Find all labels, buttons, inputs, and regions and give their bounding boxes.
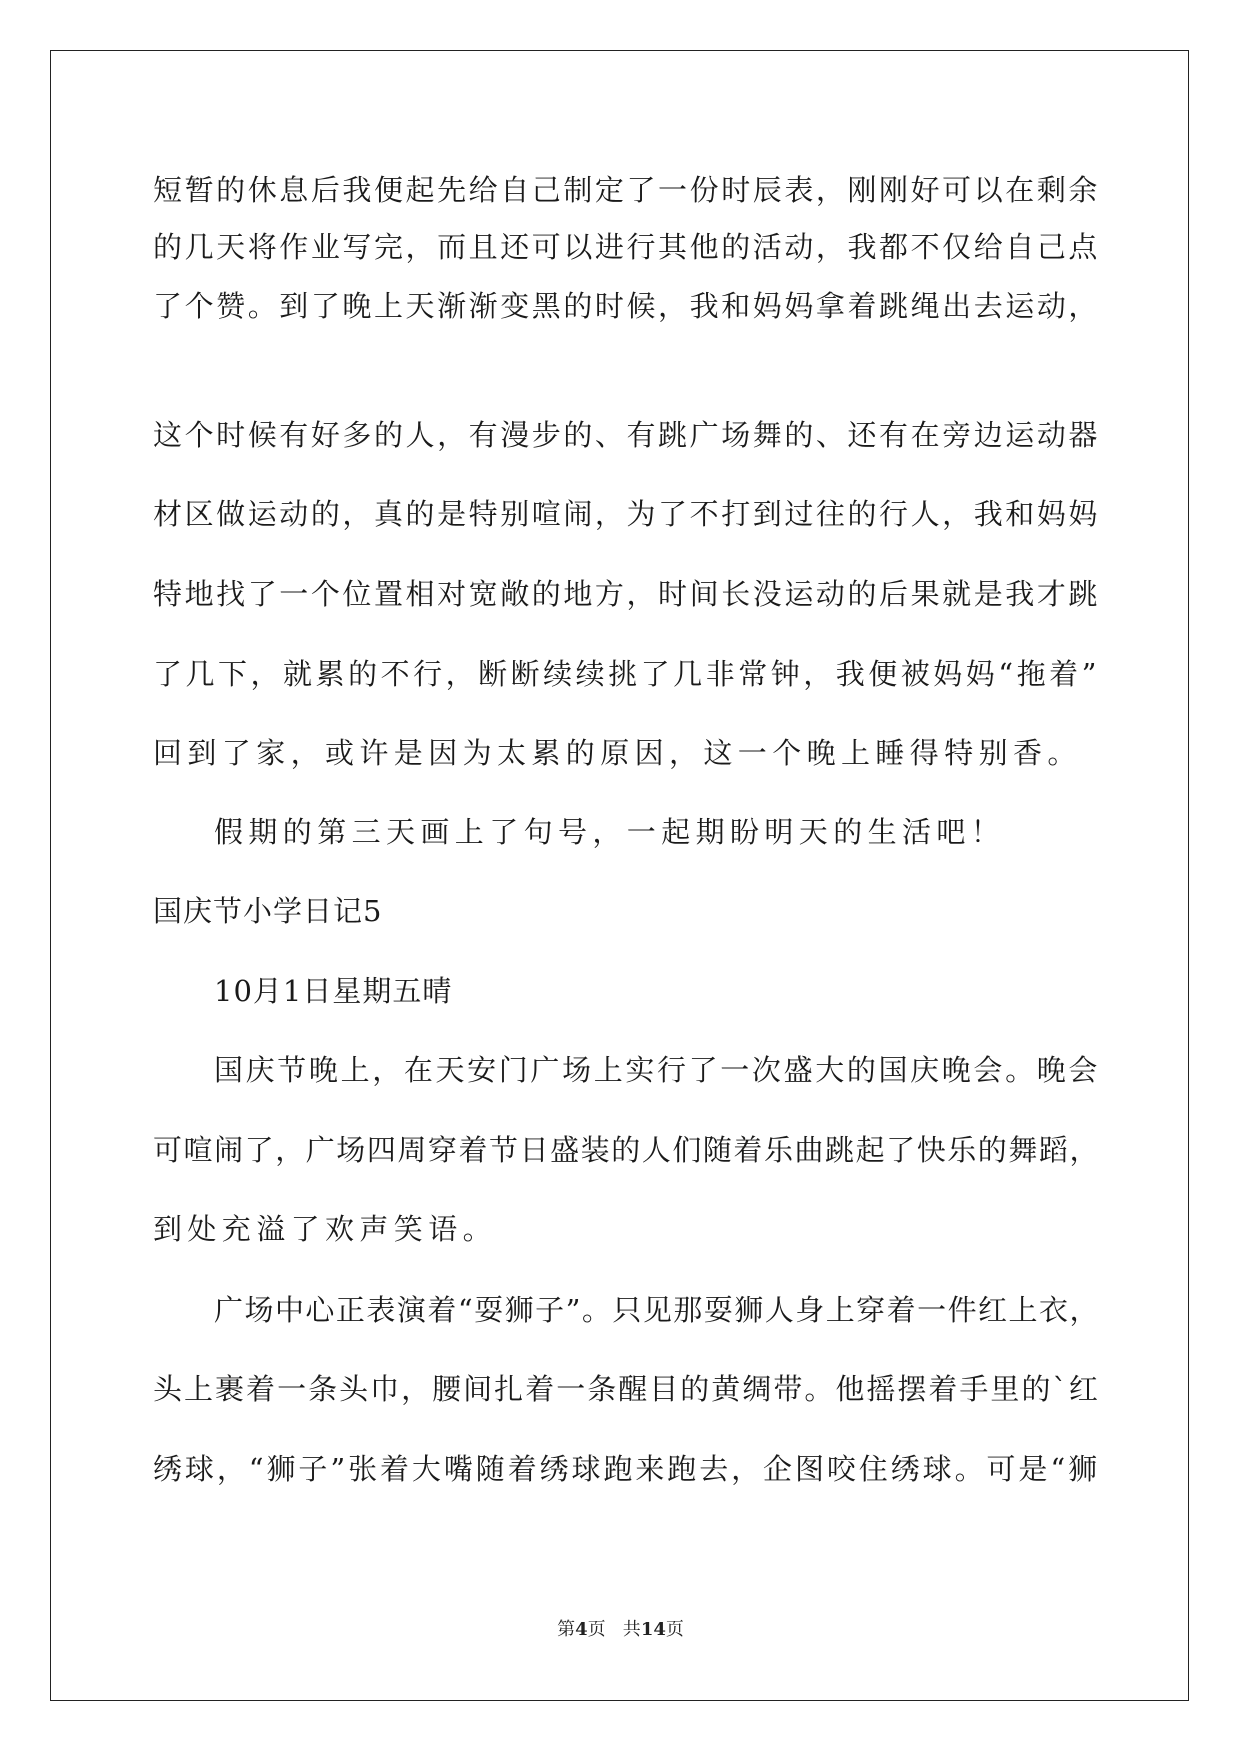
text-line: 短暂的休息后我便起先给自己制定了一份时辰表，刚刚好可以在剩余	[153, 173, 1100, 207]
text-line: 特地找了一个位置相对宽敞的地方，时间长没运动的后果就是我才跳	[153, 577, 1100, 611]
text-line: 绣球，“狮子”张着大嘴随着绣球跑来跑去，企图咬住绣球。可是“狮	[153, 1452, 1100, 1486]
text-line: 回到了家，或许是因为太累的原因，这一个晚上睡得特别香。	[153, 736, 1082, 770]
diary-date: 10月1日星期五晴	[214, 974, 453, 1008]
text-line: 可喧闹了，广场四周穿着节日盛装的人们随着乐曲跳起了快乐的舞蹈，	[153, 1133, 1100, 1167]
page-total: 14	[640, 1619, 666, 1640]
text-line: 的几天将作业写完，而且还可以进行其他的活动，我都不仅给自己点	[153, 230, 1100, 264]
footer-suffix: 页	[665, 1619, 684, 1640]
text-line: 广场中心正表演着“耍狮子”。只见那耍狮人身上穿着一件红上衣，	[214, 1293, 1100, 1327]
footer-mid: 页 共	[587, 1619, 641, 1640]
footer-prefix: 第	[557, 1619, 576, 1640]
page-number: 4	[575, 1619, 588, 1640]
page-footer	[0, 1615, 1241, 1641]
text-line: 国庆节晚上，在天安门广场上实行了一次盛大的国庆晚会。晚会	[214, 1053, 1100, 1087]
text-line: 这个时候有好多的人，有漫步的、有跳广场舞的、还有在旁边运动器	[153, 418, 1100, 452]
text-line: 了几下，就累的不行，断断续续挑了几非常钟，我便被妈妈“拖着”	[153, 657, 1100, 691]
text-line: 假期的第三天画上了句号，一起期盼明天的生活吧！	[214, 815, 1006, 849]
text-line: 到处充溢了欢声笑语。	[153, 1212, 498, 1246]
text-line: 材区做运动的，真的是特别喧闹，为了不打到过往的行人，我和妈妈	[153, 497, 1100, 531]
text-line: 了个赞。到了晚上天渐渐变黑的时候，我和妈妈拿着跳绳出去运动，	[153, 289, 1100, 323]
section-title: 国庆节小学日记5	[153, 894, 383, 928]
text-line: 头上裹着一条头巾，腰间扎着一条醒目的黄绸带。他摇摆着手里的`红	[153, 1372, 1100, 1406]
